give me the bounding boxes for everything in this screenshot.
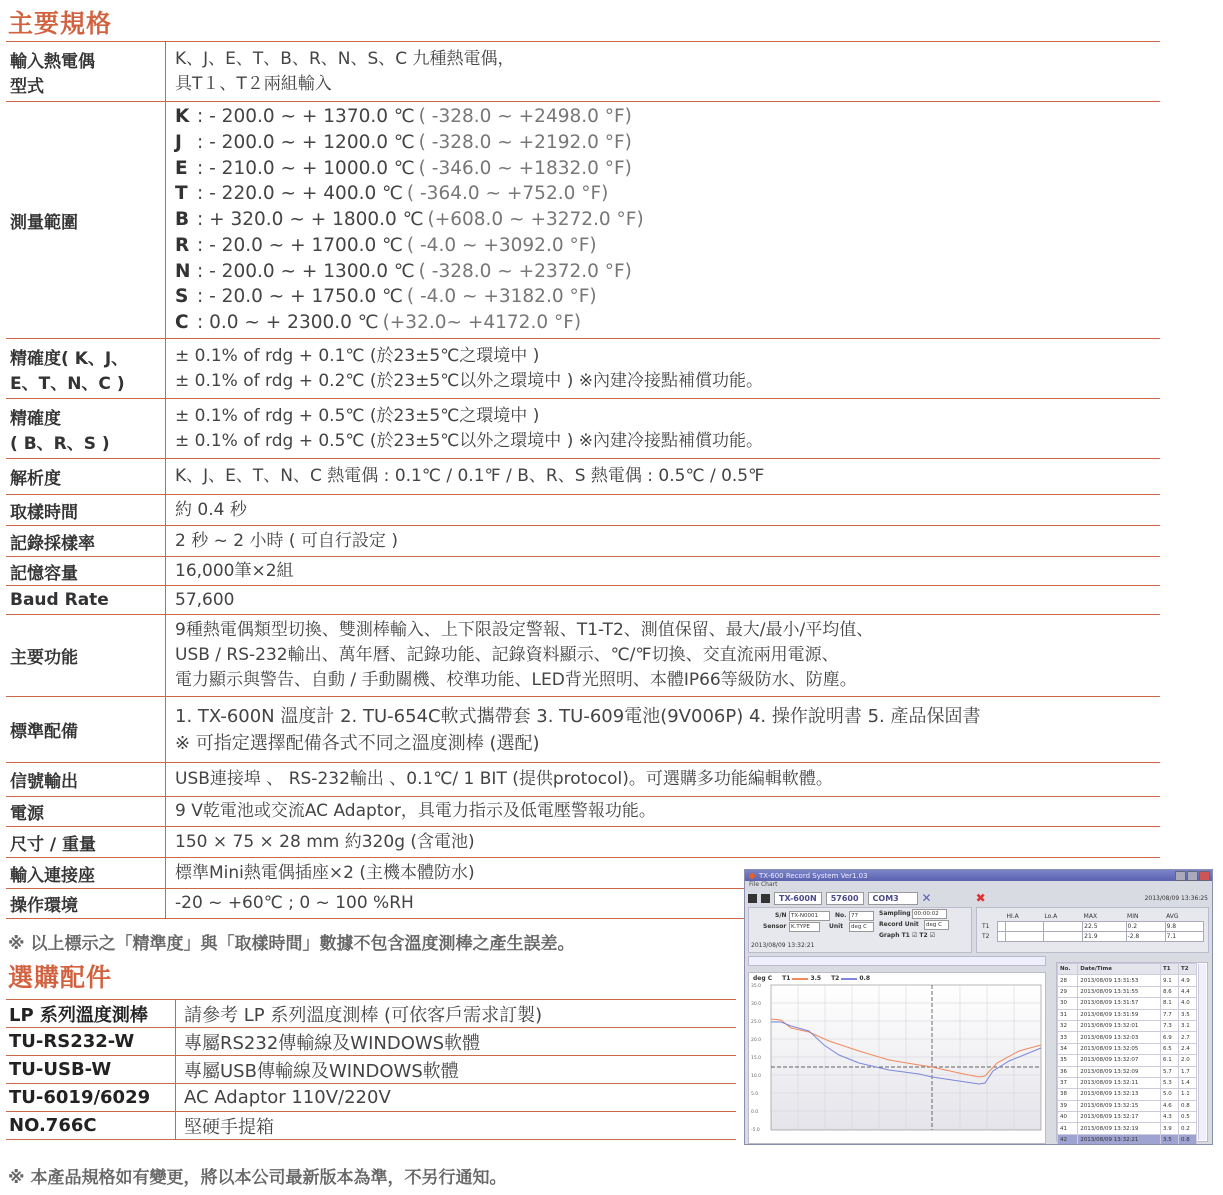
label: 記錄採樣率 bbox=[6, 526, 166, 557]
app-icon bbox=[749, 873, 755, 879]
spec-note: ※ 以上標示之「精準度」與「取樣時間」數據不包含溫度測棒之產生誤差。 bbox=[8, 934, 575, 954]
horizontal-scrollbar bbox=[748, 956, 1046, 966]
type: E bbox=[175, 157, 188, 179]
type: N bbox=[175, 260, 191, 282]
type: B bbox=[175, 209, 190, 231]
value: K、J、E、T、N、C 熱電偶 : 0.1℃ / 0.1℉ / B、R、S 熱電偶 : 0.5℃ / 0.5℉ bbox=[166, 459, 1161, 495]
stats-table bbox=[981, 912, 1204, 942]
table-row: 32 2013/08/09 13:32:01 7.3 3.1 bbox=[1058, 1020, 1197, 1031]
value: 16,000筆×2組 bbox=[166, 557, 1161, 586]
specs-heading: 主要規格 bbox=[8, 9, 113, 38]
header: T1 bbox=[1160, 964, 1178, 975]
label: 精確度( K、J、 bbox=[10, 348, 129, 369]
fahrenheit: ( -346.0 ~ +1832.0 °F) bbox=[418, 157, 632, 179]
celsius: : 0.0 ~ + 2300.0 ℃ bbox=[197, 311, 379, 333]
label: 主要功能 bbox=[6, 615, 166, 697]
value: 9種熱電偶類型切換、雙測棒輸入、上下限設定警報、T1-T2、測值保留、最大/最小/平均值、 bbox=[175, 620, 874, 640]
maximize-icon bbox=[1187, 871, 1198, 881]
spec-row-accuracy-1 bbox=[6, 339, 1160, 399]
accessory-row bbox=[6, 1056, 736, 1084]
range-row bbox=[175, 130, 644, 156]
temperature-chart bbox=[748, 972, 1046, 1144]
connect-icon: ✕ bbox=[921, 891, 932, 905]
range-row bbox=[175, 207, 644, 233]
toolbar bbox=[745, 889, 1212, 907]
table-row: 36 2013/08/09 13:32:09 5.7 1.7 bbox=[1058, 1066, 1197, 1077]
accessories-table bbox=[6, 999, 736, 1140]
unit-field: deg C bbox=[849, 922, 874, 932]
celsius: : - 200.0 ~ + 1200.0 ℃ bbox=[197, 132, 415, 154]
type: C bbox=[175, 311, 189, 333]
value: ※ 可指定選擇配備各式不同之溫度測棒 (選配) bbox=[175, 732, 540, 754]
value: -20 ~ +60℃ ; 0 ~ 100 %RH bbox=[166, 889, 1161, 919]
type: T bbox=[175, 183, 188, 205]
label: 輸入連接座 bbox=[6, 858, 166, 889]
svg-text:30.0: 30.0 bbox=[751, 1002, 762, 1007]
model-select: TX-600N bbox=[774, 892, 822, 905]
range-row bbox=[175, 284, 644, 310]
celsius: : - 200.0 ~ + 1370.0 ℃ bbox=[197, 106, 415, 128]
table-row: 35 2013/08/09 13:32:07 6.1 2.0 bbox=[1058, 1055, 1197, 1066]
celsius: : - 210.0 ~ + 1000.0 ℃ bbox=[197, 157, 415, 179]
label: 標準配備 bbox=[6, 697, 166, 763]
range-row bbox=[175, 104, 644, 130]
value: 標準Mini熱電偶插座×2 (主機本體防水) bbox=[166, 858, 1161, 889]
record-time: 2013/08/09 13:32:21 bbox=[751, 942, 815, 949]
label: 尺寸 / 重量 bbox=[6, 827, 166, 858]
value: 具T１、T２兩組輸入 bbox=[175, 73, 332, 94]
header: Lo.A bbox=[1044, 913, 1058, 920]
fahrenheit: ( -4.0 ~ +3182.0 °F) bbox=[406, 286, 597, 308]
svg-text:-5.0: -5.0 bbox=[751, 1128, 760, 1133]
spec-row-accuracy-2 bbox=[6, 399, 1160, 459]
header: AVG bbox=[1166, 913, 1179, 920]
celsius: : - 20.0 ~ + 1700.0 ℃ bbox=[197, 234, 403, 256]
type: J bbox=[175, 132, 182, 154]
label: 輸入熱電偶 bbox=[10, 51, 95, 72]
label: 取樣時間 bbox=[6, 495, 166, 526]
spec-row-resolution bbox=[6, 459, 1160, 495]
fahrenheit: (+32.0~ +4172.0 °F) bbox=[382, 311, 582, 333]
label: 操作環境 bbox=[6, 889, 166, 919]
spec-row-signal-output bbox=[6, 763, 1160, 797]
stats-row: T2 21.9 -2.8 7.1 bbox=[981, 932, 1204, 942]
spec-row-functions bbox=[6, 615, 1160, 697]
record-table bbox=[1056, 962, 1208, 1142]
label: Sensor bbox=[763, 923, 787, 930]
spec-row-power bbox=[6, 797, 1160, 827]
range-row bbox=[175, 181, 644, 207]
label: 電源 bbox=[6, 797, 166, 827]
table-row: 33 2013/08/09 13:32:03 6.9 2.7 bbox=[1058, 1032, 1197, 1043]
value: 約 0.4 秒 bbox=[166, 495, 1161, 526]
accessory-row bbox=[6, 1028, 736, 1056]
celsius: : + 320.0 ~ + 1800.0 ℃ bbox=[197, 209, 424, 231]
accessory-desc: 專屬RS232傳輸線及WINDOWS軟體 bbox=[176, 1028, 737, 1056]
info-panel bbox=[745, 907, 1212, 953]
header: No. bbox=[1058, 964, 1078, 975]
table-row: 29 2013/08/09 13:31:55 8.6 4.4 bbox=[1058, 986, 1197, 997]
spec-row-range bbox=[6, 102, 1160, 339]
spec-row-memory bbox=[6, 557, 1160, 586]
spec-table bbox=[6, 41, 1160, 919]
type: R bbox=[175, 234, 190, 256]
label: No. bbox=[835, 912, 847, 919]
close-icon bbox=[1199, 871, 1210, 881]
accessory-name: TU-USB-W bbox=[6, 1056, 176, 1084]
label: 記憶容量 bbox=[6, 557, 166, 586]
sampling-field: 00:00:02 bbox=[912, 909, 947, 919]
label: Unit bbox=[829, 923, 844, 930]
stats-row: T1 22.5 0.2 9.8 bbox=[981, 922, 1204, 932]
accessory-desc: 專屬USB傳輸線及WINDOWS軟體 bbox=[176, 1056, 737, 1084]
menu-bar: File Chart bbox=[749, 881, 778, 888]
table-row: 39 2013/08/09 13:32:15 4.6 0.8 bbox=[1058, 1100, 1197, 1111]
table-row: 37 2013/08/09 13:32:11 5.3 1.4 bbox=[1058, 1077, 1197, 1088]
label: ( B、R、S ) bbox=[10, 433, 110, 454]
window-controls bbox=[1175, 871, 1210, 881]
accessories-heading: 選購配件 bbox=[8, 963, 113, 992]
celsius: : - 20.0 ~ + 1750.0 ℃ bbox=[197, 286, 403, 308]
label: Record Unit bbox=[879, 921, 919, 928]
header: MIN bbox=[1127, 913, 1139, 920]
svg-text:0.0: 0.0 bbox=[751, 1110, 759, 1115]
spec-row-record-rate bbox=[6, 526, 1160, 557]
fahrenheit: ( -328.0 ~ +2498.0 °F) bbox=[418, 106, 632, 128]
svg-text:20.0: 20.0 bbox=[751, 1038, 762, 1043]
type: K bbox=[175, 106, 190, 128]
header: HI.A bbox=[1006, 913, 1019, 920]
range-row bbox=[175, 258, 644, 284]
spec-row-input-type bbox=[6, 42, 1160, 102]
value: 150 × 75 × 28 mm 約320g (含電池) bbox=[166, 827, 1161, 858]
record-unit-field: deg C bbox=[924, 920, 949, 930]
accessory-row bbox=[6, 1112, 736, 1140]
graph-toggles: Graph T1 ☑ T2 ☑ bbox=[879, 932, 936, 939]
svg-text:5.0: 5.0 bbox=[751, 1092, 759, 1097]
label: 解析度 bbox=[6, 459, 166, 495]
svg-text:15.0: 15.0 bbox=[751, 1056, 762, 1061]
table-row: 40 2013/08/09 13:32:17 4.3 0.5 bbox=[1058, 1112, 1197, 1123]
label: Baud Rate bbox=[6, 586, 166, 615]
range-list bbox=[175, 104, 644, 335]
fahrenheit: ( -4.0 ~ +3092.0 °F) bbox=[406, 234, 597, 256]
label: 精確度 bbox=[10, 408, 61, 429]
baud-select: 57600 bbox=[826, 892, 864, 905]
spec-row-baud-rate bbox=[6, 586, 1160, 615]
accessory-name: NO.766C bbox=[6, 1112, 176, 1140]
accessory-desc: 堅硬手提箱 bbox=[176, 1112, 737, 1140]
accessory-row bbox=[6, 1000, 736, 1028]
fahrenheit: ( -328.0 ~ +2372.0 °F) bbox=[418, 260, 632, 282]
table-row: 30 2013/08/09 13:31:57 8.1 4.0 bbox=[1058, 998, 1197, 1009]
minimize-icon bbox=[1175, 871, 1186, 881]
accessory-name: TU-RS232-W bbox=[6, 1028, 176, 1056]
table-row: 31 2013/08/09 13:31:59 7.7 3.5 bbox=[1058, 1009, 1197, 1020]
footer-note: ※ 本產品規格如有變更，將以本公司最新版本為準，不另行通知。 bbox=[8, 1168, 507, 1188]
value: 2 秒 ~ 2 小時 ( 可自行設定 ) bbox=[166, 526, 1161, 557]
fahrenheit: ( -364.0 ~ +752.0 °F) bbox=[406, 183, 609, 205]
table-row: 34 2013/08/09 13:32:05 6.5 2.4 bbox=[1058, 1043, 1197, 1054]
fahrenheit: (+608.0 ~ +3272.0 °F) bbox=[427, 209, 644, 231]
accessory-desc: 請參考 LP 系列溫度測棒 (可依客戶需求訂製) bbox=[176, 1000, 737, 1028]
accessory-desc: AC Adaptor 110V/220V bbox=[176, 1084, 737, 1112]
label: 測量範圍 bbox=[6, 102, 166, 339]
spec-row-standard bbox=[6, 697, 1160, 763]
value: 9 V乾電池或交流AC Adaptor，具電力指示及低電壓警報功能。 bbox=[166, 797, 1161, 827]
spec-row-size-weight bbox=[6, 827, 1160, 858]
window-title: TX-600 Record System Ver1.03 bbox=[759, 871, 868, 880]
vertical-scrollbar bbox=[1198, 964, 1206, 1140]
spec-row-sampling-time bbox=[6, 495, 1160, 526]
header: MAX bbox=[1083, 913, 1098, 920]
label: 型式 bbox=[10, 76, 44, 97]
port-select: COM3 bbox=[868, 892, 918, 905]
type: S bbox=[175, 286, 189, 308]
accessory-row bbox=[6, 1084, 736, 1112]
value: ± 0.1% of rdg + 0.1℃ (於23±5℃之環境中 ) bbox=[175, 345, 540, 366]
delete-icon: ✖ bbox=[975, 891, 986, 905]
header: Date/Time bbox=[1078, 964, 1161, 975]
value: ± 0.1% of rdg + 0.5℃ (於23±5℃以外之環境中 ) ※內建冷接點補償功能。 bbox=[175, 430, 763, 451]
label: 信號輸出 bbox=[6, 763, 166, 797]
svg-text:25.0: 25.0 bbox=[751, 1020, 762, 1025]
value: USB / RS-232輸出、萬年曆、記錄功能、記錄資料顯示、℃/℉切換、交直流兩用電源、 bbox=[175, 645, 839, 665]
sensor-field: K.TYPE bbox=[789, 922, 820, 932]
value: K、J、E、T、B、R、N、S、C 九種熱電偶， bbox=[175, 48, 515, 69]
sn-field: TX-N0001 bbox=[789, 911, 830, 921]
no-field: 77 bbox=[849, 911, 874, 921]
label: E、T、N、C ) bbox=[10, 373, 125, 394]
table-row: 38 2013/08/09 13:32:13 5.0 1.1 bbox=[1058, 1089, 1197, 1100]
software-screenshot bbox=[744, 869, 1213, 1145]
window-title-bar bbox=[745, 870, 1212, 881]
fahrenheit: ( -328.0 ~ +2192.0 °F) bbox=[418, 132, 632, 154]
celsius: : - 200.0 ~ + 1300.0 ℃ bbox=[197, 260, 415, 282]
label: Sampling bbox=[879, 910, 911, 917]
chart-legend: deg C T1 3.5 T2 0.8 bbox=[753, 975, 870, 982]
range-row bbox=[175, 155, 644, 181]
value: ± 0.1% of rdg + 0.5℃ (於23±5℃之環境中 ) bbox=[175, 405, 540, 426]
value: 57,600 bbox=[166, 586, 1161, 615]
table-row: 28 2013/08/09 13:31:53 9.1 4.9 bbox=[1058, 975, 1197, 986]
header: T2 bbox=[1178, 964, 1196, 975]
table-row-selected: 42 2013/08/09 13:32:21 3.5 0.8 bbox=[1058, 1134, 1197, 1145]
clock: 2013/08/09 13:36:25 bbox=[1144, 894, 1208, 902]
celsius: : - 220.0 ~ + 400.0 ℃ bbox=[197, 183, 403, 205]
value: ± 0.1% of rdg + 0.2℃ (於23±5℃以外之環境中 ) ※內建冷接點補償功能。 bbox=[175, 370, 763, 391]
value: 1. TX-600N 溫度計 2. TU-654C軟式攜帶套 3. TU-609電池(9V006P) 4. 操作說明書 5. 產品保固書 bbox=[175, 705, 981, 727]
svg-text:35.0: 35.0 bbox=[751, 984, 762, 989]
chart-plot bbox=[749, 973, 1045, 1143]
accessory-name: TU-6019/6029 bbox=[6, 1084, 176, 1112]
range-row bbox=[175, 233, 644, 259]
save-as-icon bbox=[761, 894, 770, 903]
accessory-name: LP 系列溫度測棒 bbox=[6, 1000, 176, 1028]
save-icon bbox=[748, 894, 757, 903]
value: USB連接埠 、 RS-232輸出 、0.1℃/ 1 BIT (提供protocol)。可選購多功能編輯軟體。 bbox=[166, 763, 1161, 797]
label: S/N bbox=[775, 912, 787, 919]
svg-text:10.0: 10.0 bbox=[751, 1074, 762, 1079]
value: 電力顯示與警告、自動 / 手動關機、校準功能、LED背光照明、本體IP66等級防水、防塵。 bbox=[175, 670, 857, 690]
range-row bbox=[175, 310, 644, 336]
table-row: 41 2013/08/09 13:32:19 3.9 0.2 bbox=[1058, 1123, 1197, 1134]
